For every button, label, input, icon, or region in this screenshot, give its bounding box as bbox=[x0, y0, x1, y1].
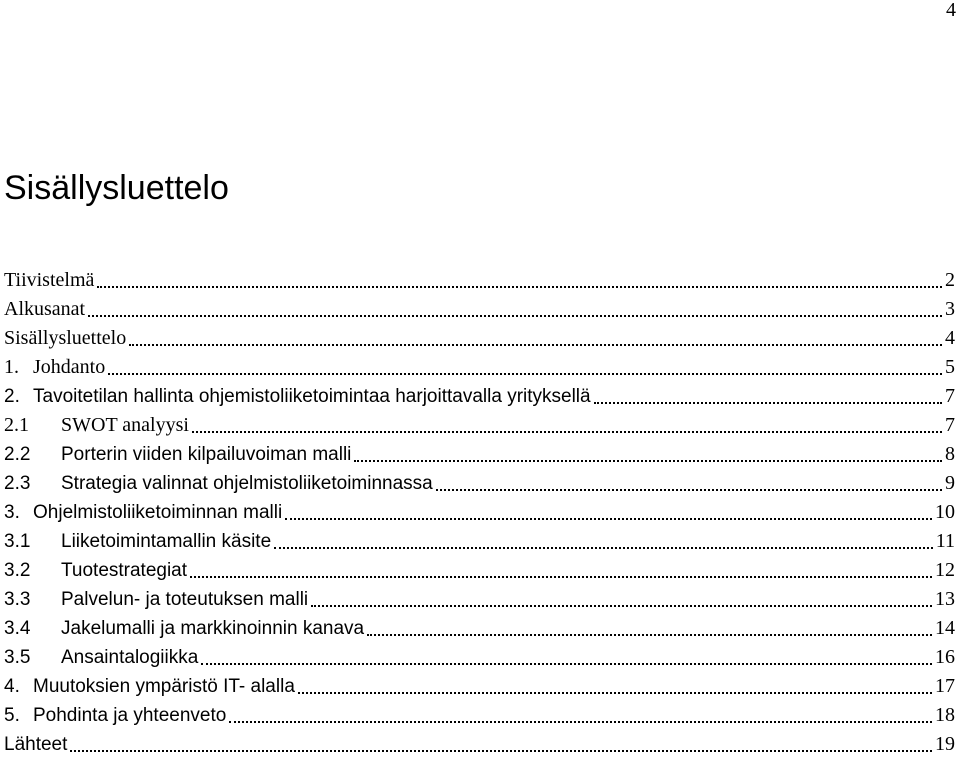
toc-entry-title: Ansaintalogiikka bbox=[61, 647, 199, 668]
dot-leader bbox=[192, 431, 942, 433]
dot-leader bbox=[108, 373, 942, 375]
toc-entry-title: Jakelumalli ja markkinoinnin kanava bbox=[61, 618, 365, 639]
toc-entry-number: 3.1 bbox=[4, 531, 31, 552]
toc-entry-title: Sisällysluettelo bbox=[4, 327, 127, 349]
dot-leader bbox=[367, 634, 932, 636]
toc-entry[interactable] bbox=[4, 295, 955, 324]
toc-entry-title: Tiivistelmä bbox=[4, 269, 95, 291]
toc-entry-page: 10 bbox=[935, 501, 955, 523]
dot-leader bbox=[298, 692, 932, 694]
dot-leader bbox=[201, 663, 932, 665]
toc-entry-page: 7 bbox=[945, 414, 955, 436]
toc-entry-title: Porterin viiden kilpailuvoiman malli bbox=[61, 444, 352, 465]
dot-leader bbox=[97, 286, 942, 288]
dot-leader bbox=[274, 547, 933, 549]
toc-entry[interactable] bbox=[4, 382, 955, 411]
dot-leader bbox=[190, 576, 932, 578]
toc-entry-page: 4 bbox=[945, 327, 955, 349]
toc-entry[interactable] bbox=[4, 440, 955, 469]
toc-entry[interactable] bbox=[4, 498, 955, 527]
toc-entry-title: Strategia valinnat ohjelmistoliiketoiminnassa bbox=[61, 473, 433, 494]
table-of-contents bbox=[4, 266, 955, 759]
toc-entry[interactable] bbox=[4, 266, 955, 295]
toc-entry-page: 19 bbox=[935, 733, 955, 755]
toc-entry-number: 5. bbox=[4, 705, 20, 726]
toc-entry[interactable] bbox=[4, 701, 955, 730]
dot-leader bbox=[70, 750, 932, 752]
toc-entry-title: Lähteet bbox=[4, 734, 68, 755]
toc-entry-page: 12 bbox=[935, 559, 955, 581]
toc-entry-page: 16 bbox=[935, 646, 955, 668]
toc-entry[interactable] bbox=[4, 324, 955, 353]
toc-entry-title: Liiketoimintamallin käsite bbox=[61, 531, 272, 552]
toc-entry[interactable] bbox=[4, 614, 955, 643]
toc-entry-page: 3 bbox=[945, 298, 955, 320]
page-number: 4 bbox=[946, 0, 956, 21]
toc-entry-page: 17 bbox=[935, 675, 955, 697]
toc-entry[interactable] bbox=[4, 730, 955, 759]
page-title: Sisällysluettelo bbox=[4, 169, 229, 207]
toc-entry-page: 13 bbox=[935, 588, 955, 610]
dot-leader bbox=[88, 315, 942, 317]
dot-leader bbox=[594, 402, 942, 404]
toc-entry-number: 4. bbox=[4, 676, 20, 697]
toc-entry-page: 8 bbox=[945, 443, 955, 465]
dot-leader bbox=[229, 721, 932, 723]
toc-entry-title: Ohjelmistoliiketoiminnan malli bbox=[33, 502, 283, 523]
toc-entry-number: 2.3 bbox=[4, 473, 31, 494]
toc-entry-number: 1. bbox=[4, 356, 19, 378]
dot-leader bbox=[129, 344, 942, 346]
toc-entry-page: 14 bbox=[935, 617, 955, 639]
toc-entry[interactable] bbox=[4, 672, 955, 701]
toc-entry-page: 5 bbox=[945, 356, 955, 378]
dot-leader bbox=[311, 605, 932, 607]
dot-leader bbox=[354, 460, 942, 462]
toc-entry[interactable] bbox=[4, 411, 955, 440]
toc-entry-title: Tuotestrategiat bbox=[61, 560, 188, 581]
toc-entry-page: 11 bbox=[935, 530, 955, 552]
toc-entry-title: Palvelun- ja toteutuksen malli bbox=[61, 589, 309, 610]
toc-entry[interactable] bbox=[4, 643, 955, 672]
toc-entry-title: Muutoksien ympäristö IT- alalla bbox=[33, 676, 295, 697]
toc-entry-title: Alkusanat bbox=[4, 298, 86, 320]
toc-entry[interactable] bbox=[4, 585, 955, 614]
toc-entry-title: SWOT analyysi bbox=[61, 414, 189, 436]
toc-entry-page: 9 bbox=[945, 472, 955, 494]
toc-entry-page: 18 bbox=[935, 704, 955, 726]
toc-entry[interactable] bbox=[4, 469, 955, 498]
toc-entry[interactable] bbox=[4, 556, 955, 585]
toc-entry-number: 3. bbox=[4, 502, 20, 523]
toc-entry-page: 2 bbox=[945, 269, 955, 291]
dot-leader bbox=[436, 489, 942, 491]
toc-entry-number: 2. bbox=[4, 386, 20, 407]
toc-entry[interactable] bbox=[4, 527, 955, 556]
toc-entry-number: 3.4 bbox=[4, 618, 31, 639]
toc-entry-number: 2.2 bbox=[4, 444, 31, 465]
toc-entry-title: Johdanto bbox=[33, 356, 106, 378]
toc-entry-title: Pohdinta ja yhteenveto bbox=[33, 705, 227, 726]
toc-entry-number: 2.1 bbox=[4, 414, 29, 436]
toc-entry-number: 3.5 bbox=[4, 647, 31, 668]
dot-leader bbox=[285, 518, 932, 520]
toc-entry-title: Tavoitetilan hallinta ohjemistoliiketoimintaa harjoittavalla yrityksellä bbox=[33, 386, 591, 407]
toc-entry[interactable] bbox=[4, 353, 955, 382]
toc-entry-page: 7 bbox=[945, 385, 955, 407]
toc-entry-number: 3.2 bbox=[4, 560, 31, 581]
toc-entry-number: 3.3 bbox=[4, 589, 31, 610]
